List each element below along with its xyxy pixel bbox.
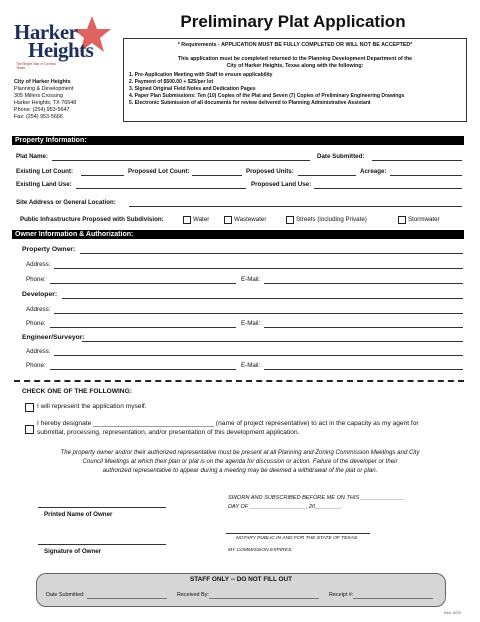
water-option-label: Water bbox=[193, 216, 210, 223]
existing-land-field[interactable] bbox=[76, 188, 246, 189]
wastewater-checkbox[interactable] bbox=[224, 216, 232, 224]
designate-agent-label: I hereby designate _________________________________ (name of project representative) to act in the capacity as my agent for bbox=[37, 420, 419, 427]
plat-name-field[interactable] bbox=[52, 160, 310, 161]
requirement-item: 1. Pre-Application Meeting with Staff to ensure applicability bbox=[129, 72, 273, 78]
owner-section-heading: Owner Information & Authorization: bbox=[12, 230, 464, 239]
attendance-notice bbox=[20, 448, 460, 475]
staff-received-field[interactable] bbox=[209, 598, 319, 599]
requirements-warning: * Requirements - APPLICATION MUST BE FULLY COMPLETED OR WILL NOT BE ACCEPTED* bbox=[177, 42, 413, 48]
streets-option-label: Streets (including Private) bbox=[296, 216, 367, 223]
requirements-intro: City of Harker Heights, Texas along with the following: bbox=[226, 63, 364, 69]
logo-text-line1: Harker bbox=[14, 20, 78, 44]
notice-line: authorized representative to appear during a meeting may be deemed a withdrawal of the plat or plan. bbox=[102, 467, 378, 474]
dashed-divider bbox=[14, 380, 464, 382]
owner-address-field[interactable] bbox=[54, 268, 463, 269]
designate-agent-label-cont: submittal, processing, representation, and/or presentation of this development application. bbox=[37, 429, 300, 436]
notice-line: The property owner and/or their authorized representative must be present at all Planning and Zoning Commission Meetings and City bbox=[60, 449, 420, 456]
engineer-phone-field[interactable] bbox=[50, 369, 236, 370]
sworn-date-text: DAY OF __________________, 20________. bbox=[228, 504, 342, 510]
developer-label: Developer: bbox=[22, 291, 58, 298]
printed-name-field[interactable] bbox=[38, 507, 166, 508]
owner-address-label: Address: bbox=[26, 261, 51, 268]
engineer-email-field[interactable] bbox=[264, 369, 463, 370]
acreage-field[interactable] bbox=[390, 175, 462, 176]
existing-land-label: Existing Land Use: bbox=[16, 181, 72, 188]
staff-receipt-label: Receipt #: bbox=[329, 592, 354, 598]
developer-phone-label: Phone: bbox=[26, 320, 46, 327]
developer-email-field[interactable] bbox=[264, 327, 463, 328]
self-represent-checkbox[interactable] bbox=[25, 403, 34, 412]
existing-lot-label: Existing Lot Count: bbox=[16, 168, 74, 175]
property-owner-label: Property Owner: bbox=[22, 246, 76, 253]
site-address-field[interactable] bbox=[129, 206, 462, 207]
designate-agent-checkbox[interactable] bbox=[25, 425, 34, 434]
date-submitted-field[interactable] bbox=[372, 160, 462, 161]
engineer-phone-label: Phone: bbox=[26, 362, 46, 369]
requirement-item: 3. Signed Original Field Notes and Dedication Pages bbox=[129, 86, 256, 92]
developer-phone-field[interactable] bbox=[50, 327, 236, 328]
logo bbox=[14, 16, 120, 76]
proposed-units-field[interactable] bbox=[298, 175, 356, 176]
developer-field[interactable] bbox=[62, 298, 463, 299]
engineer-field[interactable] bbox=[82, 341, 463, 342]
org-phone: Phone: (254) 953-5647 bbox=[14, 107, 70, 113]
infrastructure-label: Public Infrastructure Proposed with Subdivision: bbox=[20, 216, 164, 223]
revision-label: Rev. 5/20 bbox=[444, 610, 461, 615]
property-section-heading: Property Information: bbox=[12, 136, 464, 145]
owner-email-field[interactable] bbox=[264, 283, 463, 284]
acreage-label: Acreage: bbox=[360, 168, 387, 175]
property-owner-field[interactable] bbox=[80, 253, 463, 254]
owner-email-label: E-Mail: bbox=[241, 276, 261, 283]
logo-tagline: The Bright Star In Central Texas bbox=[16, 62, 56, 70]
owner-phone-field[interactable] bbox=[50, 283, 236, 284]
site-address-label: Site Address or General Location: bbox=[16, 199, 116, 206]
staff-receipt-field[interactable] bbox=[353, 598, 433, 599]
org-address-line: Harker Heights, TX 76548 bbox=[14, 100, 77, 106]
proposed-lot-field[interactable] bbox=[192, 175, 242, 176]
page-title: Preliminary Plat Application bbox=[180, 12, 406, 31]
logo-text-line2: Heights bbox=[28, 38, 94, 62]
notary-signature-field[interactable] bbox=[226, 533, 370, 534]
existing-lot-field[interactable] bbox=[81, 175, 124, 176]
streets-checkbox[interactable] bbox=[286, 216, 294, 224]
requirements-intro: This application must be completed returned to the Planning Development Department of the bbox=[177, 56, 413, 62]
staff-only-heading: STAFF ONLY -- DO NOT FILL OUT bbox=[189, 576, 292, 583]
signature-label: Signature of Owner bbox=[44, 548, 102, 555]
notary-label: NOTARY PUBLIC IN AND FOR THE STATE OF TEXAS bbox=[236, 536, 358, 541]
proposed-lot-label: Proposed Lot Count: bbox=[128, 168, 190, 175]
owner-phone-label: Phone: bbox=[26, 276, 46, 283]
staff-date-field[interactable] bbox=[87, 598, 167, 599]
org-fax: Fax: (254) 953-5666 bbox=[14, 114, 63, 120]
stormwater-checkbox[interactable] bbox=[398, 216, 406, 224]
requirement-item: 2. Payment of $500.00 + $25/per lot bbox=[129, 79, 214, 85]
self-represent-label: I will represent the application myself. bbox=[37, 403, 147, 410]
check-one-heading: CHECK ONE OF THE FOLLOWING: bbox=[22, 388, 132, 395]
org-name: City of Harker Heights bbox=[14, 79, 71, 85]
org-address-line: 305 Millers Crossing bbox=[14, 93, 63, 99]
developer-address-field[interactable] bbox=[54, 313, 463, 314]
signature-field[interactable] bbox=[38, 544, 166, 545]
stormwater-option-label: Stormwater bbox=[408, 216, 440, 223]
requirement-item: 5. Electronic Submission of all documents for review delivered to Planning Administrative Assistant bbox=[129, 100, 371, 106]
org-address bbox=[14, 79, 76, 121]
printed-name-label: Printed Name of Owner bbox=[44, 511, 113, 518]
developer-email-label: E-Mail: bbox=[241, 320, 261, 327]
water-checkbox[interactable] bbox=[183, 216, 191, 224]
wastewater-option-label: Wastewater bbox=[234, 216, 267, 223]
plat-name-label: Plat Name: bbox=[16, 153, 48, 160]
requirement-item: 4. Paper Plan Submissions: Ten (10) Copies of the Plat and Seven (7) Copies of Preliminary Engineering Drawings bbox=[129, 93, 405, 99]
engineer-address-label: Address: bbox=[26, 348, 51, 355]
proposed-land-label: Proposed Land Use: bbox=[251, 181, 312, 188]
date-submitted-label: Date Submitted: bbox=[317, 153, 365, 160]
staff-only-box bbox=[36, 573, 446, 607]
proposed-land-field[interactable] bbox=[314, 188, 462, 189]
requirements-box bbox=[123, 38, 467, 122]
commission-expires-label: MY COMMISSION EXPIRES: bbox=[228, 548, 293, 553]
sworn-text: SWORN AND SUBSCRIBED BEFORE ME ON THIS ______________ bbox=[228, 495, 405, 501]
engineer-address-field[interactable] bbox=[54, 355, 463, 356]
org-dept: Planning & Development bbox=[14, 86, 74, 92]
staff-date-label: Date Submitted: bbox=[46, 592, 85, 598]
staff-received-label: Received By: bbox=[177, 592, 209, 598]
notice-line: Council Meetings at which their plan or plat is on the agenda for discussion or action. Failure of the developer or their bbox=[82, 458, 398, 465]
proposed-units-label: Proposed Units: bbox=[246, 168, 294, 175]
developer-address-label: Address: bbox=[26, 306, 51, 313]
engineer-email-label: E-Mail: bbox=[241, 362, 261, 369]
engineer-label: Engineer/Surveyor: bbox=[22, 334, 85, 341]
